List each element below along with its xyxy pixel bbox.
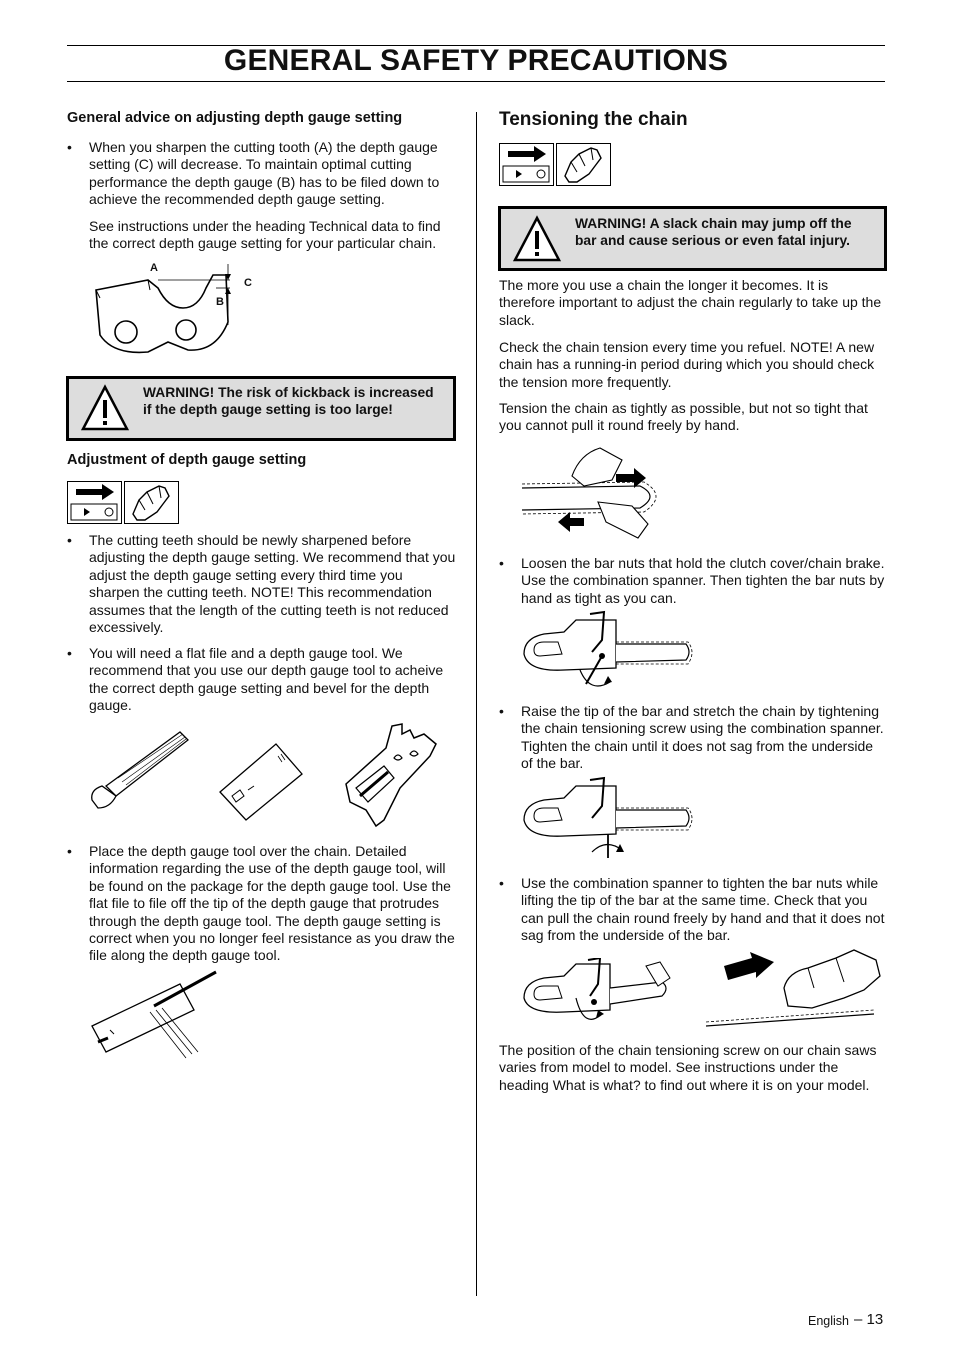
depth-gauge-diagram	[88, 260, 268, 360]
glove-check-chain-illustration	[704, 948, 886, 1032]
bullet-dot: •	[67, 532, 72, 548]
diagram-label-c: C	[244, 277, 252, 289]
saw-loosen-nuts-illustration	[520, 610, 696, 694]
section-heading-tensioning-chain: Tensioning the chain	[499, 109, 688, 130]
arrow-right-icon	[500, 144, 553, 185]
bullet-dot: •	[499, 555, 504, 571]
para-tension-tightly: Tension the chain as tightly as possible, but not so tight that you cannot pull it round freely by hand.	[499, 400, 868, 434]
warning-box-kickback	[66, 376, 456, 441]
arrow-right-icon	[68, 482, 121, 523]
para-technical-data: See instructions under the heading Technical data to find the correct depth gauge setting for your particular chain.	[89, 218, 441, 252]
warning-text-slack-chain: WARNING! A slack chain may jump off the bar and cause serious or even fatal injury.	[575, 216, 852, 249]
warning-box-slack-chain	[498, 206, 887, 271]
protective-glove-icon	[125, 482, 178, 523]
section-heading-depth-gauge-adjustment: Adjustment of depth gauge setting	[67, 452, 307, 468]
instruction-icon-read-right	[499, 143, 554, 186]
section-heading-depth-gauge-advice: General advice on adjusting depth gauge setting	[67, 110, 403, 126]
warning-triangle-icon	[513, 215, 561, 263]
bullet-dot: •	[499, 703, 504, 719]
bullet-dot: •	[67, 645, 72, 661]
column-divider	[476, 112, 477, 1296]
bullet-dot: •	[67, 139, 72, 155]
instruction-icon-gloves-right	[556, 143, 611, 186]
para-chain-lengthens: The more you use a chain the longer it becomes. It is therefore important to adjust the chain regularly to take up the slack.	[499, 277, 882, 328]
footer-page-number: – 13	[854, 1311, 884, 1328]
page-title: GENERAL SAFETY PRECAUTIONS	[223, 44, 729, 77]
para-tensioning-screw-position: The position of the chain tensioning screw on our chain saws varies from model to model. See instructions under the heading What is what? to find out where it is on your model.	[499, 1042, 877, 1093]
depth-gauge-tool-illustration	[218, 740, 308, 822]
bullet-dot: •	[499, 875, 504, 891]
combination-spanner-illustration	[340, 722, 444, 828]
instruction-icon-gloves	[124, 481, 179, 524]
para-check-tension: Check the chain tension every time you refuel. NOTE! A new chain has a running-in period during which you should check the tension more frequently.	[499, 339, 875, 390]
footer-language: English	[808, 1314, 849, 1328]
header-rule-bottom	[67, 81, 885, 82]
pull-chain-by-hand-illustration	[520, 440, 670, 546]
warning-text-kickback: WARNING! The risk of kickback is increased if the depth gauge setting is too large!	[143, 385, 434, 418]
warning-triangle-icon	[81, 384, 129, 432]
diagram-label-b: B	[216, 296, 224, 308]
instruction-icon-read	[67, 481, 122, 524]
filing-depth-gauge-illustration	[88, 968, 222, 1060]
diagram-label-a: A	[150, 262, 158, 274]
saw-lift-tip-illustration	[520, 958, 676, 1032]
saw-tension-screw-illustration	[520, 776, 696, 864]
flat-file-illustration	[88, 728, 192, 810]
protective-glove-icon	[557, 144, 610, 185]
bullet-dot: •	[67, 843, 72, 859]
